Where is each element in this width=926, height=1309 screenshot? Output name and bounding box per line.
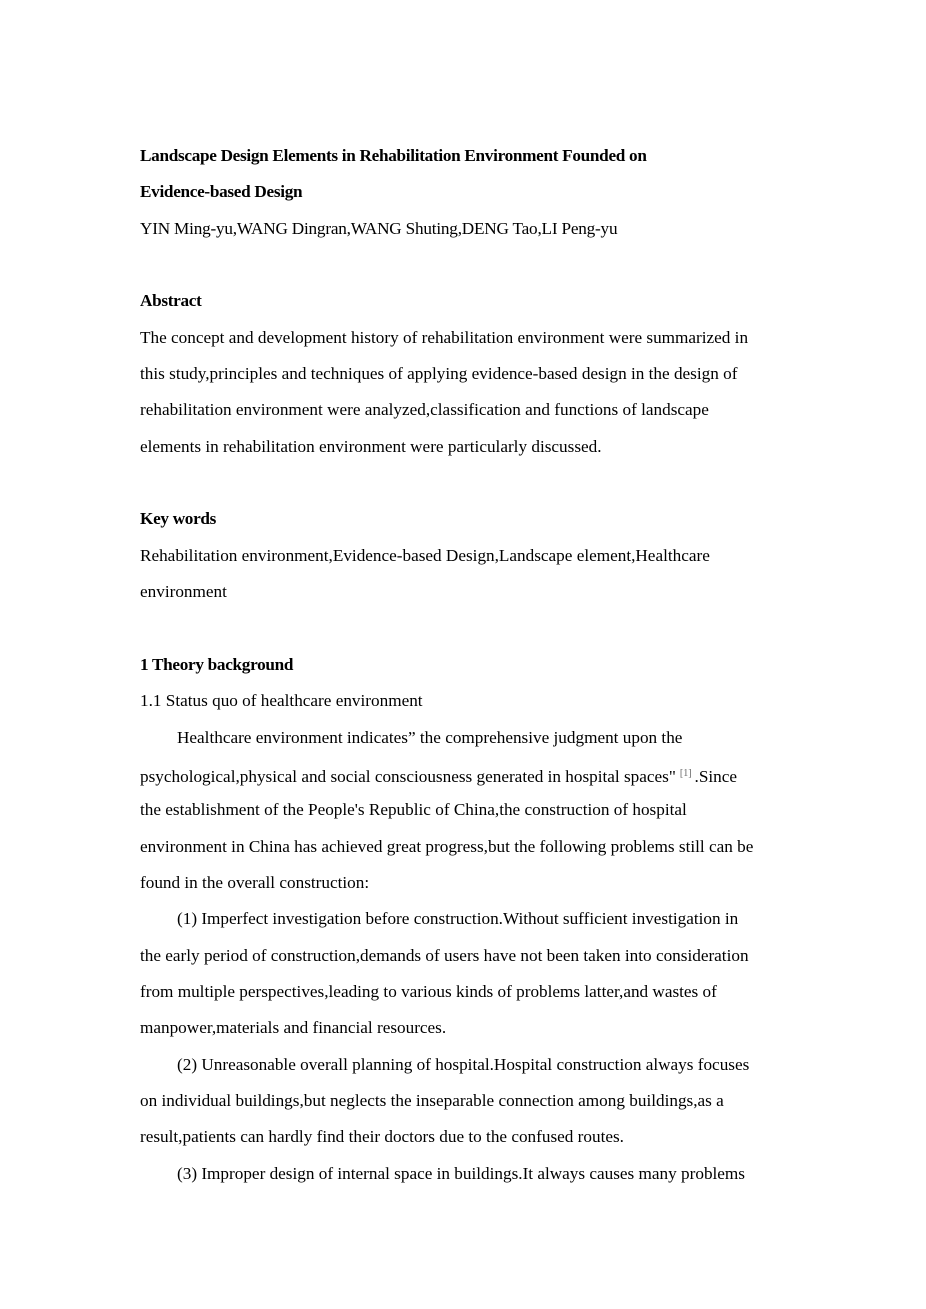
abstract-heading: Abstract: [140, 291, 202, 311]
paragraph-text: psychological,physical and social consciousness generated in hospital spaces": [140, 766, 676, 786]
section-heading: 1 Theory background: [140, 654, 294, 674]
list-item-line: (2) Unreasonable overall planning of hospital.Hospital construction always focuses: [177, 1054, 750, 1074]
spacer: [140, 610, 790, 646]
list-item-line: the early period of construction,demands of users have not been taken into consideration: [140, 945, 749, 965]
list-item-line: on individual buildings,but neglects the inseparable connection among buildings,as a: [140, 1090, 724, 1110]
paragraph-line: environment in China has achieved great progress,but the following problems still can be: [140, 836, 754, 856]
abstract-text-line: The concept and development history of rehabilitation environment were summarized in: [140, 327, 749, 347]
list-item-line: from multiple perspectives,leading to various kinds of problems latter,and wastes of: [140, 981, 717, 1001]
keywords-text-line: Rehabilitation environment,Evidence-based Design,Landscape element,Healthcare: [140, 545, 710, 565]
paper-title-line-1: Landscape Design Elements in Rehabilitation Environment Founded on: [140, 146, 647, 165]
spacer: [140, 465, 790, 501]
paragraph-text: .Since: [694, 766, 738, 786]
spacer: [140, 247, 790, 283]
paper-title-line-2: Evidence-based Design: [140, 182, 303, 202]
paragraph-line: found in the overall construction:: [140, 872, 370, 892]
paragraph-line: the establishment of the People's Republic of China,the construction of hospital: [140, 800, 687, 820]
abstract-text-line: rehabilitation environment were analyzed,classification and functions of landscape: [140, 400, 709, 420]
citation-marker: [1]: [679, 767, 692, 779]
list-item-line: (3) Improper design of internal space in buildings.It always causes many problems: [177, 1163, 745, 1183]
keywords-text-line: environment: [140, 582, 227, 602]
paragraph-line: Healthcare environment indicates” the comprehensive judgment upon the: [177, 727, 683, 747]
paper-page: [140, 138, 790, 1192]
list-item-line: result,patients can hardly find their doctors due to the confused routes.: [140, 1127, 624, 1147]
paragraph-line-with-citation: [140, 756, 790, 792]
keywords-heading: Key words: [140, 509, 217, 529]
list-item-line: manpower,materials and financial resources.: [140, 1018, 447, 1038]
abstract-text-line: this study,principles and techniques of applying evidence-based design in the design of: [140, 364, 738, 384]
abstract-text-line: elements in rehabilitation environment were particularly discussed.: [140, 436, 602, 456]
author-list: YIN Ming-yu,WANG Dingran,WANG Shuting,DENG Tao,LI Peng-yu: [140, 218, 618, 238]
list-item-line: (1) Imperfect investigation before construction.Without sufficient investigation in: [177, 909, 739, 929]
subsection-heading: 1.1 Status quo of healthcare environment: [140, 691, 423, 711]
